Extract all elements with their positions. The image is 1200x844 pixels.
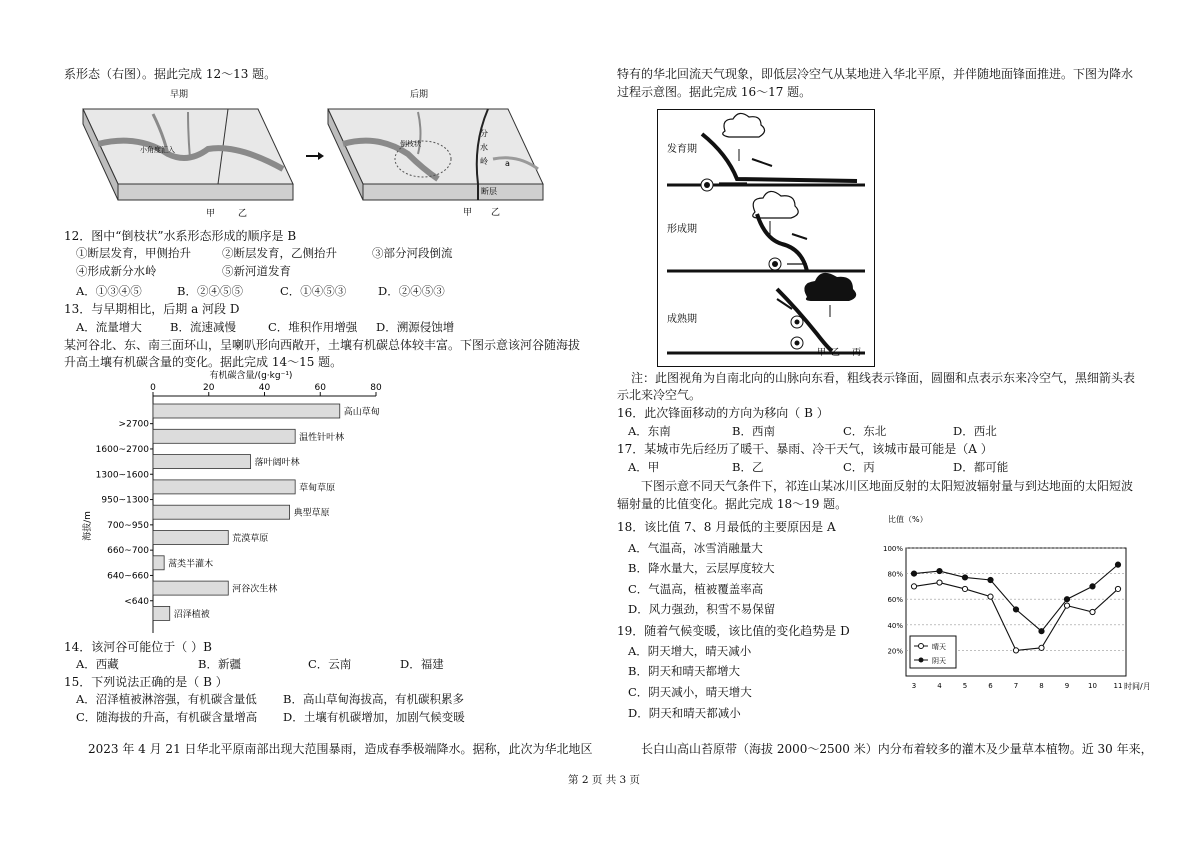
carbon-xtick-label: 80 [370, 383, 382, 393]
carbon-bar-label: 落叶阔叶林 [254, 458, 300, 469]
carbon-bar [153, 556, 164, 570]
q13-option-b: B．流速减慢 [170, 320, 236, 334]
q14-stem: 14．该河谷可能位于（ ）B [64, 640, 212, 654]
q15-stem: 15．下列说法正确的是（ B ） [64, 675, 228, 689]
ratio-ytick-label: 20% [887, 647, 903, 656]
stage1-label: 发育期 [667, 144, 697, 155]
carbon-chart-title: 有机碳含量/(g·kg⁻¹) [209, 371, 293, 381]
carbon-bar-label: 蒿类半灌木 [168, 559, 214, 570]
early-label: 早期 [170, 90, 189, 100]
q15-option-c: C．随海拔的升高，有机碳含量增高 [76, 710, 258, 724]
legend-cloudy: 阴天 [932, 657, 946, 665]
early-block [83, 109, 293, 200]
q17-option-c: C．丙 [843, 460, 875, 474]
river-block-diagram [78, 84, 568, 220]
page-footer: 第 2 页 共 3 页 [568, 774, 641, 786]
divide-char-2: 水 [480, 143, 488, 152]
ratio-ytick-label: 40% [887, 621, 903, 630]
q17-option-d: D．都可能 [953, 460, 1009, 474]
altitude-label: 640~660 [107, 571, 149, 582]
ratio-point [1115, 562, 1120, 567]
ratio-point [1064, 603, 1069, 608]
point-yi: 乙 [831, 348, 841, 358]
ratio-point [962, 575, 967, 580]
q13-option-a: A．流量增大 [76, 320, 142, 334]
q16-stem: 16．此次锋面移动的方向为移向（ B ） [617, 406, 829, 420]
q18-option-b: B．降水量大，云层厚度较大 [628, 561, 775, 575]
q13-stem: 13．与早期相比，后期 a 河段 D [64, 302, 240, 316]
carbon-chart-ylabel: 海拔/m [83, 511, 93, 541]
carbon-bar [153, 429, 295, 443]
late-block [328, 109, 543, 200]
carbon-bar [153, 531, 228, 545]
ratio-xlabel: 时间/月 [1124, 682, 1151, 691]
carbon-bar-label: 荒漠草原 [232, 534, 269, 544]
note-line1: 注：此图视角为自南北向的山脉向东看，粗线表示锋面，圆圈和点表示东来冷空气，黑细箭头表 [631, 371, 1136, 385]
para2-line1: 某河谷北、东、南三面环山，呈喇叭形向西敞开，土壤有机碳总体较丰富。下图示意该河谷随海拔 [64, 338, 581, 352]
divide-char-1: 分 [480, 129, 488, 138]
ratio-point [911, 584, 916, 589]
ratio-point [937, 580, 942, 585]
q14-option-d: D．福建 [400, 657, 444, 671]
ratio-point [1115, 586, 1120, 591]
right-line1: 特有的华北回流天气现象，即低层冷空气从某地进入华北平原，并伴随地面锋面推进。下图为降水 [617, 67, 1134, 81]
legend-sunny: 晴天 [932, 643, 946, 651]
q19-option-b: B．阴天和晴天都增大 [628, 664, 740, 678]
q13-option-c: C．堆积作用增强 [268, 320, 358, 334]
ratio-point [988, 577, 993, 582]
para3-line2: 辐射量的比值变化。据此完成 18～19 题。 [617, 497, 848, 511]
q14-option-a: A．西藏 [76, 657, 119, 671]
ratio-xtick-label: 6 [988, 682, 993, 690]
ratio-series-line [914, 565, 1118, 632]
q12-item-5: ⑤新河道发育 [222, 264, 291, 278]
q14-option-b: B．新疆 [198, 657, 241, 671]
ratio-ytick-label: 100% [882, 545, 903, 553]
ratio-point [1090, 609, 1095, 614]
left-bottom-line: 2023 年 4 月 21 日华北平原南部出现大范围暴雨，造成春季极端降水。据称，此次为华北地区 [88, 742, 593, 756]
q12-item-4: ④形成新分水岭 [76, 264, 157, 278]
q19-option-a: A．阴天增大，晴天减小 [628, 644, 752, 658]
q16-option-a: A．东南 [628, 424, 671, 438]
ratio-point [988, 594, 993, 599]
q17-stem: 17．某城市先后经历了暖干、暴雨、冷干天气，该城市最可能是（A ） [617, 442, 993, 456]
carbon-xtick-label: 0 [150, 383, 156, 393]
late-side-a: 甲 [463, 208, 473, 218]
point-bing: 丙 [852, 348, 862, 358]
para2-line2: 升高土壤有机碳含量的变化。据此完成 14～15 题。 [64, 355, 343, 369]
ratio-point [1013, 607, 1018, 612]
river-a-label: a [505, 159, 510, 168]
intro-line: 系形态（右图）。据此完成 12～13 题。 [64, 67, 277, 81]
carbon-bar-label: 高山草甸 [343, 407, 380, 418]
q15-option-b: B．高山草甸海拔高，有机碳积累多 [283, 692, 464, 706]
q18-option-c: C．气温高，植被覆盖率高 [628, 582, 764, 596]
ratio-ytick-label: 60% [887, 596, 903, 605]
early-side-b: 乙 [238, 209, 248, 219]
q12-stem: 12．图中“倒枝状”水系形态形成的顺序是 B [64, 229, 297, 243]
altitude-label: 1600~2700 [95, 444, 149, 455]
carbon-bar [153, 505, 290, 519]
ratio-point [1039, 645, 1044, 650]
altitude-label: 700~950 [107, 520, 149, 531]
q15-option-a: A．沼泽植被淋溶强，有机碳含量低 [76, 692, 257, 706]
ratio-legend [910, 636, 956, 668]
q12-item-3: ③部分河段倒流 [372, 246, 453, 260]
front-process-diagram [657, 109, 875, 367]
note-line2: 示北来冷空气。 [617, 388, 702, 402]
late-label: 后期 [410, 90, 429, 100]
q12-item-2: ②断层发育，乙侧抬升 [222, 246, 337, 260]
ratio-ytick-label: 80% [887, 570, 903, 579]
early-side-a: 甲 [206, 209, 216, 219]
stage3-label: 成熟期 [667, 314, 697, 325]
ratio-point [1013, 648, 1018, 653]
q13-option-d: D．溯源侵蚀增 [376, 320, 455, 334]
right-line2: 过程示意图。据此完成 16～17 题。 [617, 85, 812, 99]
q18-option-a: A．气温高，冰雪消融量大 [628, 541, 763, 555]
ratio-chart-title: 比值（%） [888, 515, 928, 524]
altitude-label: >2700 [118, 419, 149, 430]
altitude-label: 950~1300 [101, 495, 149, 506]
altitude-label: 1300~1600 [95, 470, 149, 481]
q18-option-d: D．风力强劲，积雪不易保留 [628, 602, 776, 616]
carbon-xtick-label: 20 [203, 383, 215, 393]
q16-option-d: D．西北 [953, 424, 997, 438]
carbon-bar [153, 480, 295, 494]
ratio-xtick-label: 10 [1088, 682, 1097, 690]
carbon-bar [153, 581, 228, 595]
q17-option-b: B．乙 [732, 460, 764, 474]
q16-option-b: B．西南 [732, 424, 775, 438]
ratio-xtick-label: 5 [962, 682, 968, 690]
q12-item-1: ①断层发育，甲侧抬升 [76, 246, 191, 260]
ratio-xtick-label: 8 [1039, 682, 1044, 690]
q12-option-c: C．①④⑤③ [280, 284, 347, 298]
ratio-point [1039, 629, 1044, 634]
q18-stem: 18．该比值 7、8 月最低的主要原因是 A [617, 520, 836, 534]
q19-option-c: C．阴天减小，晴天增大 [628, 685, 752, 699]
ratio-xtick-label: 11 [1113, 682, 1123, 690]
ratio-xtick-label: 7 [1013, 682, 1019, 690]
carbon-xtick-label: 40 [258, 383, 271, 393]
organic-carbon-chart [76, 368, 416, 638]
ratio-point [937, 568, 942, 573]
carbon-bar-label: 草甸草原 [299, 483, 336, 494]
ratio-xtick-label: 9 [1064, 682, 1070, 690]
q19-option-d: D．阴天和晴天都减小 [628, 706, 741, 720]
carbon-bar-label: 温性针叶林 [299, 432, 345, 443]
q19-stem: 19．随着气候变暖，该比值的变化趋势是 D [617, 624, 850, 638]
barbed-label: 倒枝状 [400, 140, 421, 148]
q16-option-c: C．东北 [843, 424, 887, 438]
carbon-bar [153, 404, 340, 418]
q12-option-b: B．②④⑤⑤ [177, 284, 243, 298]
ratio-xtick-label: 4 [937, 682, 942, 690]
ratio-xtick-label: 3 [911, 682, 917, 690]
carbon-bar [153, 455, 251, 469]
altitude-label: 660~700 [107, 546, 149, 557]
stage-arrow [306, 152, 324, 160]
divide-char-3: 岭 [480, 157, 488, 166]
para3-line1: 下图示意不同天气条件下，祁连山某冰川区地面反射的太阳短波辐射量与到达地面的太阳短波 [641, 479, 1134, 493]
fault-label: 断层 [481, 187, 497, 196]
ratio-point [911, 571, 916, 576]
ratio-line-chart [868, 512, 1158, 694]
point-jia: 甲 [817, 348, 827, 358]
altitude-label: <640 [124, 596, 149, 607]
carbon-xtick-label: 60 [314, 383, 326, 393]
late-side-b: 乙 [491, 208, 501, 218]
small-angle-label: 小角度汇入 [140, 146, 175, 154]
carbon-bar-label: 沼泽植被 [173, 609, 210, 620]
q12-option-a: A．①③④⑤ [76, 284, 142, 298]
carbon-bar-label: 河谷次生林 [232, 584, 278, 595]
carbon-bar-label: 典型草原 [293, 508, 330, 519]
carbon-bar [153, 606, 170, 620]
stage2-label: 形成期 [667, 224, 697, 235]
ratio-point [1064, 597, 1069, 602]
q12-option-d: D．②④⑤③ [378, 284, 445, 298]
ratio-point [1090, 584, 1095, 589]
ratio-point [962, 586, 967, 591]
right-bottom-line: 长白山高山苔原带（海拔 2000～2500 米）内分布着较多的灌木及少量草本植物。近 30 年来， [641, 742, 1153, 756]
q14-option-c: C．云南 [308, 657, 352, 671]
q17-option-a: A．甲 [628, 460, 660, 474]
q15-option-d: D．土壤有机碳增加，加剧气候变暖 [283, 710, 465, 724]
